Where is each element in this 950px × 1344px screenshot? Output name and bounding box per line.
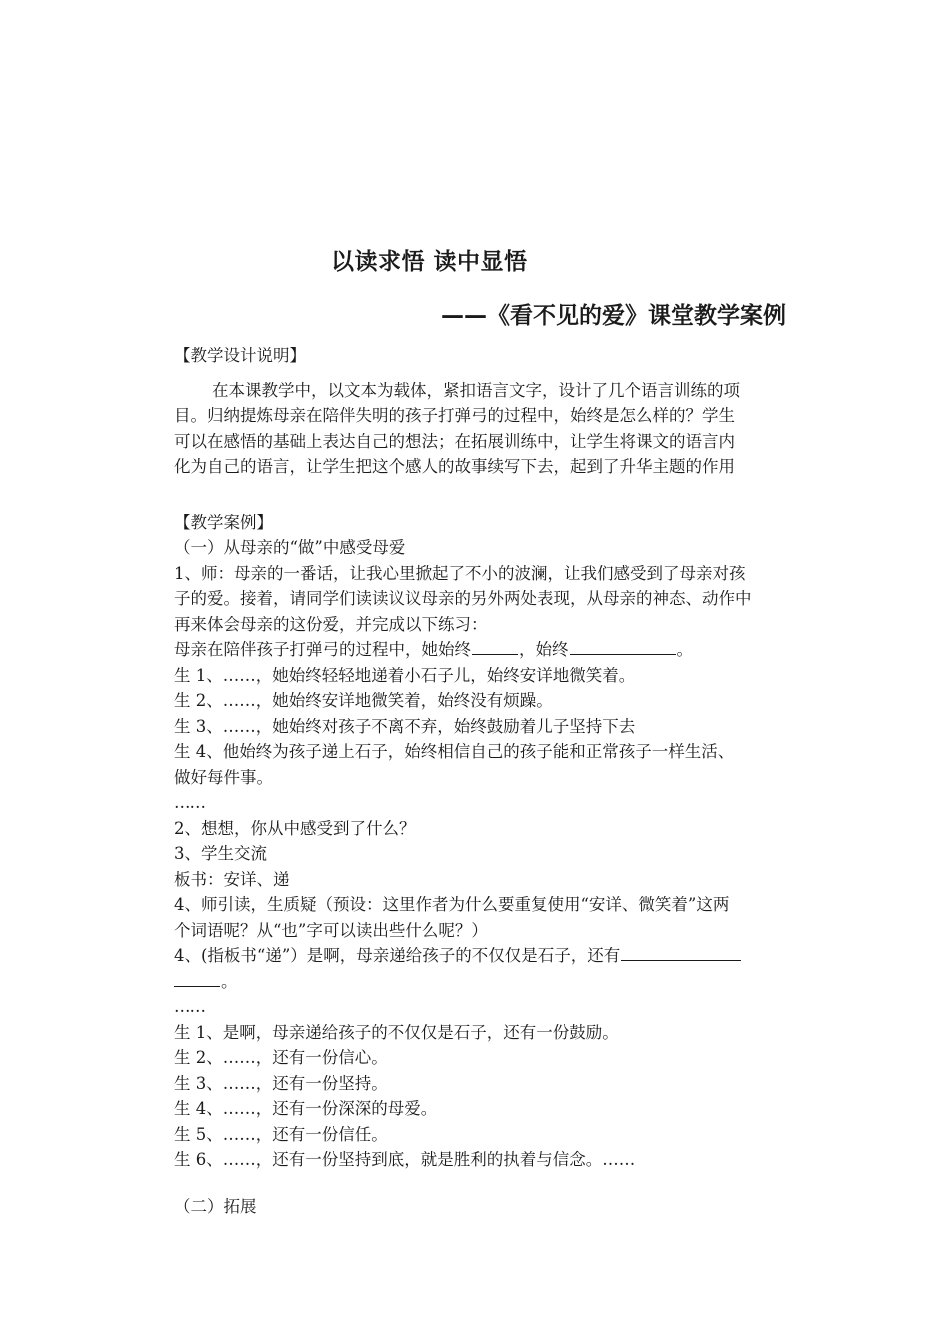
student-answer: 做好每件事。: [174, 767, 273, 787]
student-answer: 生 1、是啊，母亲递给孩子的不仅仅是石子，还有一份鼓励。: [174, 1022, 619, 1042]
ellipsis: ……: [174, 793, 205, 812]
student-answer: 生 3、……，还有一份坚持。: [174, 1073, 388, 1093]
board-note: 板书：安详、递: [174, 869, 290, 889]
fill-blank: [570, 638, 676, 655]
item4-line: 4、师引读，生质疑（预设：这里作者为什么要重复使用“安详、微笑着”这两: [174, 895, 730, 914]
design-paragraph-line: 目。归纳提炼母亲在陪伴失明的孩子打弹弓的过程中，始终是怎么样的？学生: [174, 406, 735, 425]
student-answer: 生 6、……，还有一份坚持到底，就是胜利的执着与信念。……: [174, 1150, 636, 1169]
student-answer: 生 1、……，她始终轻轻地递着小石子儿，始终安详地微笑着。: [174, 665, 636, 685]
document-body: [174, 343, 819, 1219]
section1-heading: （一）从母亲的“做”中感受母爱: [174, 538, 406, 557]
student-answer: 生 4、……，还有一份深深的母爱。: [174, 1099, 438, 1118]
student-answer: 生 4、他始终为孩子递上石子，始终相信自己的孩子能和正常孩子一样生活、: [174, 742, 735, 761]
item4b-text: 4、(指板书“递”）是啊，母亲递给孩子的不仅仅是石子，还有: [174, 946, 621, 965]
student-answer: 生 2、……，还有一份信心。: [174, 1048, 388, 1067]
case-heading: 【教学案例】: [174, 512, 273, 532]
item1-line: 子的爱。接着，请同学们读读议议母亲的另外两处表现，从母亲的神态、动作中: [174, 589, 752, 608]
item4b-text: 。: [221, 971, 238, 991]
exercise-text: 。: [676, 640, 693, 659]
design-paragraph-line: 在本课教学中，以文本为载体，紧扣语言文字，设计了几个语言训练的项: [212, 380, 740, 400]
page-subtitle: ——《看不见的爱》课堂教学案例: [441, 303, 786, 329]
exercise-text: 母亲在陪伴孩子打弹弓的过程中，她始终: [174, 640, 471, 659]
ellipsis: ……: [174, 997, 205, 1016]
design-paragraph-line: 可以在感悟的基础上表达自己的想法；在拓展训练中，让学生将课文的语言内: [174, 431, 735, 451]
item3: 3、学生交流: [174, 844, 267, 863]
exercise-text: ，始终: [519, 640, 569, 659]
student-answer: 生 3、……，她始终对孩子不离不弃，始终鼓励着儿子坚持下去: [174, 716, 636, 736]
section2-heading: （二）拓展: [174, 1196, 257, 1216]
exercise-line: [174, 637, 819, 663]
item1-line: 再来体会母亲的这份爱，并完成以下练习：: [174, 614, 488, 634]
student-answer: 生 2、……，她始终安详地微笑着，始终没有烦躁。: [174, 691, 553, 710]
student-answer: 生 5、……，还有一份信任。: [174, 1124, 388, 1144]
design-paragraph-line: 化为自己的语言，让学生把这个感人的故事续写下去，起到了升华主题的作用: [174, 457, 735, 476]
item4b-line-cont: [174, 969, 819, 995]
fill-blank: [621, 944, 741, 961]
fill-blank: [174, 970, 220, 987]
item4-line: 个词语呢？从“也”字可以读出些什么呢？）: [174, 920, 488, 940]
item1-line: 1、师：母亲的一番话，让我心里掀起了不小的波澜，让我们感受到了母亲对孩: [174, 563, 746, 583]
design-heading: 【教学设计说明】: [174, 346, 306, 365]
item2: 2、想想，你从中感受到了什么？: [174, 818, 416, 838]
page-title: 以读求悟 读中显悟: [331, 249, 528, 275]
fill-blank: [472, 638, 518, 655]
item4b-line: [174, 943, 819, 969]
